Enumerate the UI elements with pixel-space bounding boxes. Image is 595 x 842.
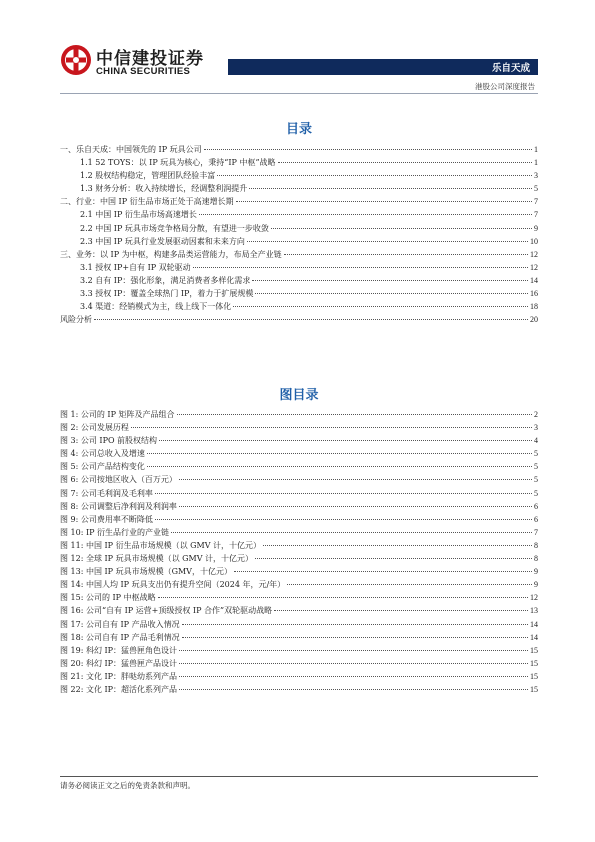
entry-page-number: 12 [530, 249, 538, 259]
entry-page-number: 15 [530, 645, 538, 655]
entry-title: 图 3: 公司 IPO 前股权结构 [60, 436, 158, 446]
entry-title: 图 10: IP 衍生品行业的产业链 [60, 527, 170, 537]
figure-entry[interactable] [60, 631, 538, 644]
figure-entry[interactable] [60, 447, 538, 460]
entry-page-number: 1 [534, 145, 538, 154]
figure-list [60, 408, 538, 696]
entry-title: 图 5: 公司产品结构变化 [60, 462, 145, 472]
dot-leader [182, 624, 528, 625]
toc-entry[interactable] [60, 156, 538, 169]
figure-entry[interactable] [60, 683, 538, 696]
entry-page-number: 6 [534, 501, 538, 511]
dot-leader [158, 597, 528, 598]
entry-title: 3.4 渠道：经销模式为主，线上线下一体化 [80, 302, 232, 312]
toc-entry[interactable] [60, 300, 538, 313]
entry-title: 3.3 授权 IP：覆盖全球热门 IP，着力于扩展规模 [80, 289, 254, 299]
entry-page-number: 18 [530, 302, 538, 312]
china-securities-logo-icon [60, 44, 92, 76]
entry-page-number: 5 [534, 449, 538, 459]
entry-title: 图 9: 公司费用率不断降低 [60, 514, 153, 524]
report-type-label: 港股公司深度报告 [475, 82, 535, 91]
dot-leader [271, 228, 532, 229]
toc-entry[interactable] [60, 313, 538, 326]
figure-entry[interactable] [60, 591, 538, 604]
entry-page-number: 1 [534, 158, 538, 168]
dot-leader [179, 479, 532, 480]
footer-divider [60, 776, 538, 777]
figure-entry[interactable] [60, 473, 538, 486]
entry-page-number: 20 [530, 315, 538, 325]
figure-entry[interactable] [60, 644, 538, 657]
entry-title: 1.2 股权结构稳定，管理团队经验丰富 [80, 171, 216, 181]
figure-entry[interactable] [60, 434, 538, 447]
dot-leader [263, 545, 532, 546]
dot-leader [249, 188, 532, 189]
entry-page-number: 15 [530, 671, 538, 681]
dot-leader [155, 493, 532, 494]
entry-title: 图 16: 公司“自有 IP 运营+顶级授权 IP 合作”双轮驱动战略 [60, 606, 273, 616]
dot-leader [274, 610, 528, 611]
figure-entry[interactable] [60, 670, 538, 683]
entry-page-number: 9 [534, 223, 538, 233]
header-divider [60, 93, 538, 94]
entry-page-number: 8 [534, 554, 538, 564]
footer-disclaimer: 请务必阅读正文之后的免责条款和声明。 [60, 781, 195, 790]
dot-leader [233, 306, 528, 307]
entry-title: 图 19: 科幻 IP：猛兽匣角色设计 [60, 645, 178, 655]
entry-page-number: 5 [534, 488, 538, 498]
dot-leader [159, 440, 532, 441]
entry-page-number: 6 [534, 514, 538, 524]
figure-entry[interactable] [60, 618, 538, 631]
dot-leader [179, 689, 528, 690]
toc-title: 目录 [285, 122, 312, 137]
entry-title: 图 21: 文化 IP：胖哒幼系列产品 [60, 671, 178, 681]
entry-title: 2.3 中国 IP 玩具行业发展驱动因素和未来方向 [80, 236, 245, 246]
entry-title: 图 1: 公司的 IP 矩阵及产品组合 [60, 410, 175, 419]
figure-entry[interactable] [60, 421, 538, 434]
entry-title: 图 11: 中国 IP 衍生品市场规模（以 GMV 计，十亿元） [60, 540, 262, 550]
entry-page-number: 13 [530, 606, 538, 616]
entry-page-number: 14 [530, 632, 538, 642]
dot-leader [131, 427, 532, 428]
entry-title: 1.3 财务分析：收入持续增长，经调整利润提升 [80, 184, 248, 194]
entry-page-number: 14 [530, 619, 538, 629]
entry-page-number: 7 [534, 210, 538, 220]
dot-leader [287, 584, 532, 585]
toc-entry[interactable] [60, 248, 538, 261]
dot-leader [193, 267, 528, 268]
figure-entry[interactable] [60, 604, 538, 617]
entry-page-number: 4 [534, 436, 538, 446]
page-header [0, 0, 595, 95]
entry-page-number: 5 [534, 475, 538, 485]
entry-title: 图 17: 公司自有 IP 产品收入情况 [60, 619, 180, 629]
entry-page-number: 9 [534, 567, 538, 577]
dot-leader [204, 149, 532, 150]
dot-leader [177, 414, 533, 415]
dot-leader [278, 162, 532, 163]
dot-leader [236, 201, 532, 202]
entry-page-number: 7 [534, 197, 538, 207]
entry-title: 图 6: 公司按地区收入（百万元） [60, 475, 177, 485]
entry-page-number: 8 [534, 540, 538, 550]
entry-title: 图 8: 公司调整后净利润及利润率 [60, 501, 177, 511]
entry-title: 图 18: 公司自有 IP 产品毛利情况 [60, 632, 180, 642]
figure-entry[interactable] [60, 460, 538, 473]
dot-leader [182, 637, 528, 638]
dot-leader [255, 293, 528, 294]
entry-title: 2.1 中国 IP 衍生品市场高速增长 [80, 210, 197, 220]
dot-leader [247, 241, 528, 242]
entry-page-number: 2 [534, 410, 538, 419]
toc-entry[interactable] [60, 222, 538, 235]
entry-title: 1.1 52 TOYS：以 IP 玩具为核心，秉持“IP 中枢”战略 [80, 158, 276, 168]
entry-page-number: 14 [530, 275, 538, 285]
entry-page-number: 3 [534, 171, 538, 181]
entry-title: 图 13: 中国 IP 玩具市场规模（GMV，十亿元） [60, 567, 232, 577]
toc-entry[interactable] [60, 195, 538, 208]
dot-leader [252, 280, 528, 281]
dot-leader [179, 506, 532, 507]
figure-entry[interactable] [60, 565, 538, 578]
entry-page-number: 15 [530, 658, 538, 668]
figure-entry[interactable] [60, 408, 538, 421]
entry-title: 三、业务：以 IP 为中枢，构建多品类运营能力，布局全产业链 [60, 249, 282, 259]
entry-page-number: 12 [530, 593, 538, 603]
entry-title: 图 14: 中国人均 IP 玩具支出仍有提升空间（2024 年，元/年） [60, 580, 286, 590]
header-bar [228, 59, 538, 75]
dot-leader [94, 319, 528, 320]
dot-leader [217, 175, 532, 176]
entry-title: 3.2 自有 IP：强化形象，满足消费者多样化需求 [80, 275, 251, 285]
company-name: 乐自天成 [491, 63, 530, 74]
toc-entry[interactable] [60, 274, 538, 287]
toc-entry[interactable] [60, 208, 538, 221]
figure-entry[interactable] [60, 578, 538, 591]
entry-title: 2.2 中国 IP 玩具市场竞争格局分散，有望进一步收敛 [80, 223, 269, 233]
figure-entry[interactable] [60, 539, 538, 552]
dot-leader [179, 676, 528, 677]
entry-page-number: 10 [530, 236, 538, 246]
entry-page-number: 5 [534, 184, 538, 194]
figure-entry[interactable] [60, 513, 538, 526]
entry-page-number: 9 [534, 580, 538, 590]
dot-leader [147, 453, 532, 454]
toc-list [60, 143, 538, 326]
entry-title: 图 4: 公司总收入及增速 [60, 449, 145, 459]
toc-entry[interactable] [60, 143, 538, 156]
dot-leader [179, 650, 528, 651]
entry-page-number: 5 [534, 462, 538, 472]
figure-entry[interactable] [60, 487, 538, 500]
figure-entry[interactable] [60, 552, 538, 565]
entry-title: 图 15: 公司的 IP 中枢战略 [60, 593, 156, 603]
entry-title: 风险分析 [60, 315, 92, 325]
entry-page-number: 7 [534, 527, 538, 537]
entry-title: 图 2: 公司发展历程 [60, 423, 129, 433]
entry-title: 二、行业：中国 IP 衍生品市场正处于高速增长期 [60, 197, 234, 207]
entry-page-number: 3 [534, 423, 538, 433]
entry-title: 图 12: 全球 IP 玩具市场规模（以 GMV 计，十亿元） [60, 554, 254, 564]
dot-leader [234, 571, 532, 572]
toc-entry[interactable] [60, 287, 538, 300]
toc-entry[interactable] [60, 261, 538, 274]
dot-leader [171, 532, 532, 533]
dot-leader [155, 519, 532, 520]
entry-title: 3.1 授权 IP+自有 IP 双轮驱动 [80, 262, 191, 272]
dot-leader [199, 214, 532, 215]
dot-leader [179, 663, 528, 664]
figure-list-title: 图目录 [279, 388, 319, 403]
dot-leader [147, 466, 532, 467]
toc-entry[interactable] [60, 235, 538, 248]
entry-page-number: 12 [530, 262, 538, 272]
entry-title: 一、乐自天成：中国领先的 IP 玩具公司 [60, 145, 202, 154]
entry-page-number: 15 [530, 684, 538, 694]
figure-entry[interactable] [60, 500, 538, 513]
figure-entry[interactable] [60, 657, 538, 670]
entry-title: 图 20: 科幻 IP：猛兽匣产品设计 [60, 658, 178, 668]
dot-leader [255, 558, 532, 559]
toc-entry[interactable] [60, 182, 538, 195]
brand-name-en: CHINA SECURITIES [96, 66, 191, 77]
figure-entry[interactable] [60, 526, 538, 539]
entry-page-number: 16 [530, 289, 538, 299]
dot-leader [284, 254, 528, 255]
entry-title: 图 22: 文化 IP：超活化系列产品 [60, 684, 178, 694]
toc-entry[interactable] [60, 169, 538, 182]
entry-title: 图 7: 公司毛利润及毛利率 [60, 488, 153, 498]
brand-name-cn: 中信建投证券 [96, 49, 204, 69]
